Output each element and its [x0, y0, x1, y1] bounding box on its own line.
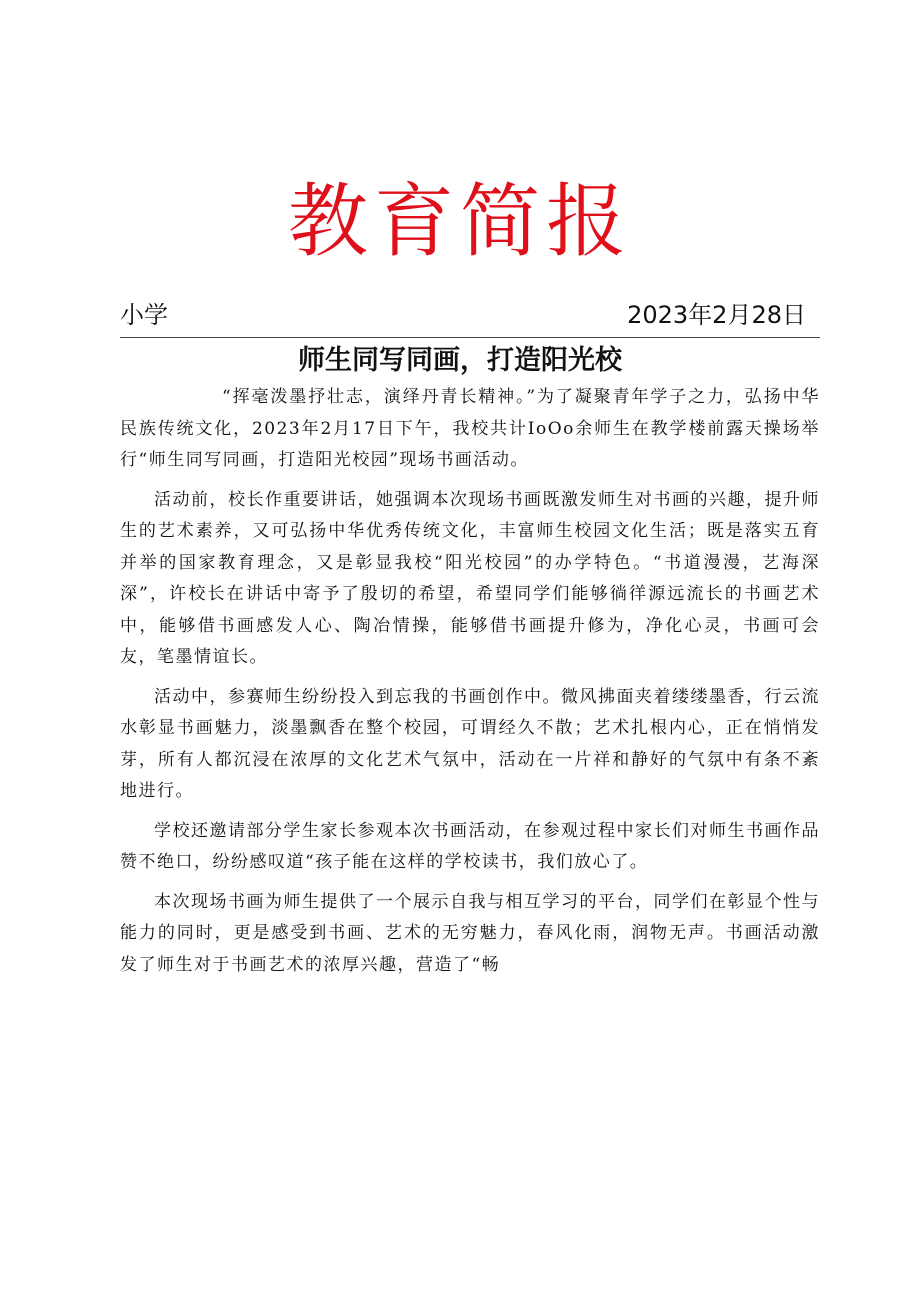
paragraph-3: 活动中，参赛师生纷纷投入到忘我的书画创作中。微风拂面夹着缕缕墨香，行云流水彰显书画魅力，淡墨飘香在整个校园，可谓经久不散；艺术扎根内心，正在悄悄发芽，所有人都沉浸在浓厚的文化艺术气氛中，活动在一片祥和静好的气氛中有条不紊地进行。: [120, 686, 820, 801]
paragraph-1: “挥毫泼墨抒壮志，演绎丹青长精神。”为了凝聚青年学子之力，弘扬中华民族传统文化，2023年2月17日下午，我校共计IoOo余师生在教学楼前露天操场举行“师生同写同画，打造阳光校园”现场书画活动。: [120, 387, 820, 470]
article-title: 师生同写同画，打造阳光校: [298, 345, 622, 376]
issue-date: 2023年2月28日: [627, 301, 806, 329]
school-name: 小学: [120, 301, 168, 329]
article-body: [120, 382, 820, 989]
newsletter-masthead: 教育简报: [288, 175, 632, 268]
header-divider: [120, 337, 820, 338]
paragraph-4: 学校还邀请部分学生家长参观本次书画活动，在参观过程中家长们对师生书画作品赞不绝口，纷纷感叹道“孩子能在这样的学校读书，我们放心了。: [120, 820, 820, 872]
paragraph-2: 活动前，校长作重要讲话，她强调本次现场书画既激发师生对书画的兴趣，提升师生的艺术素养，又可弘扬中华优秀传统文化，丰富师生校园文化生活；既是落实五育并举的国家教育理念，又是彰显我校“阳光校园”的办学特色。“书道漫漫，艺海深深”，许校长在讲话中寄予了殷切的希望，希望同学们能够徜徉源远流长的书画艺术中，能够借书画感发人心、陶冶情操，能够借书画提升修为，净化心灵，书画可会友，笔墨情谊长。: [120, 489, 820, 667]
paragraph-5: 本次现场书画为师生提供了一个展示自我与相互学习的平台，同学们在彰显个性与能力的同时，更是感受到书画、艺术的无穷魅力，春风化雨，润物无声。书画活动激发了师生对于书画艺术的浓厚兴趣，营造了“畅: [120, 891, 820, 975]
header-info: [120, 298, 820, 332]
